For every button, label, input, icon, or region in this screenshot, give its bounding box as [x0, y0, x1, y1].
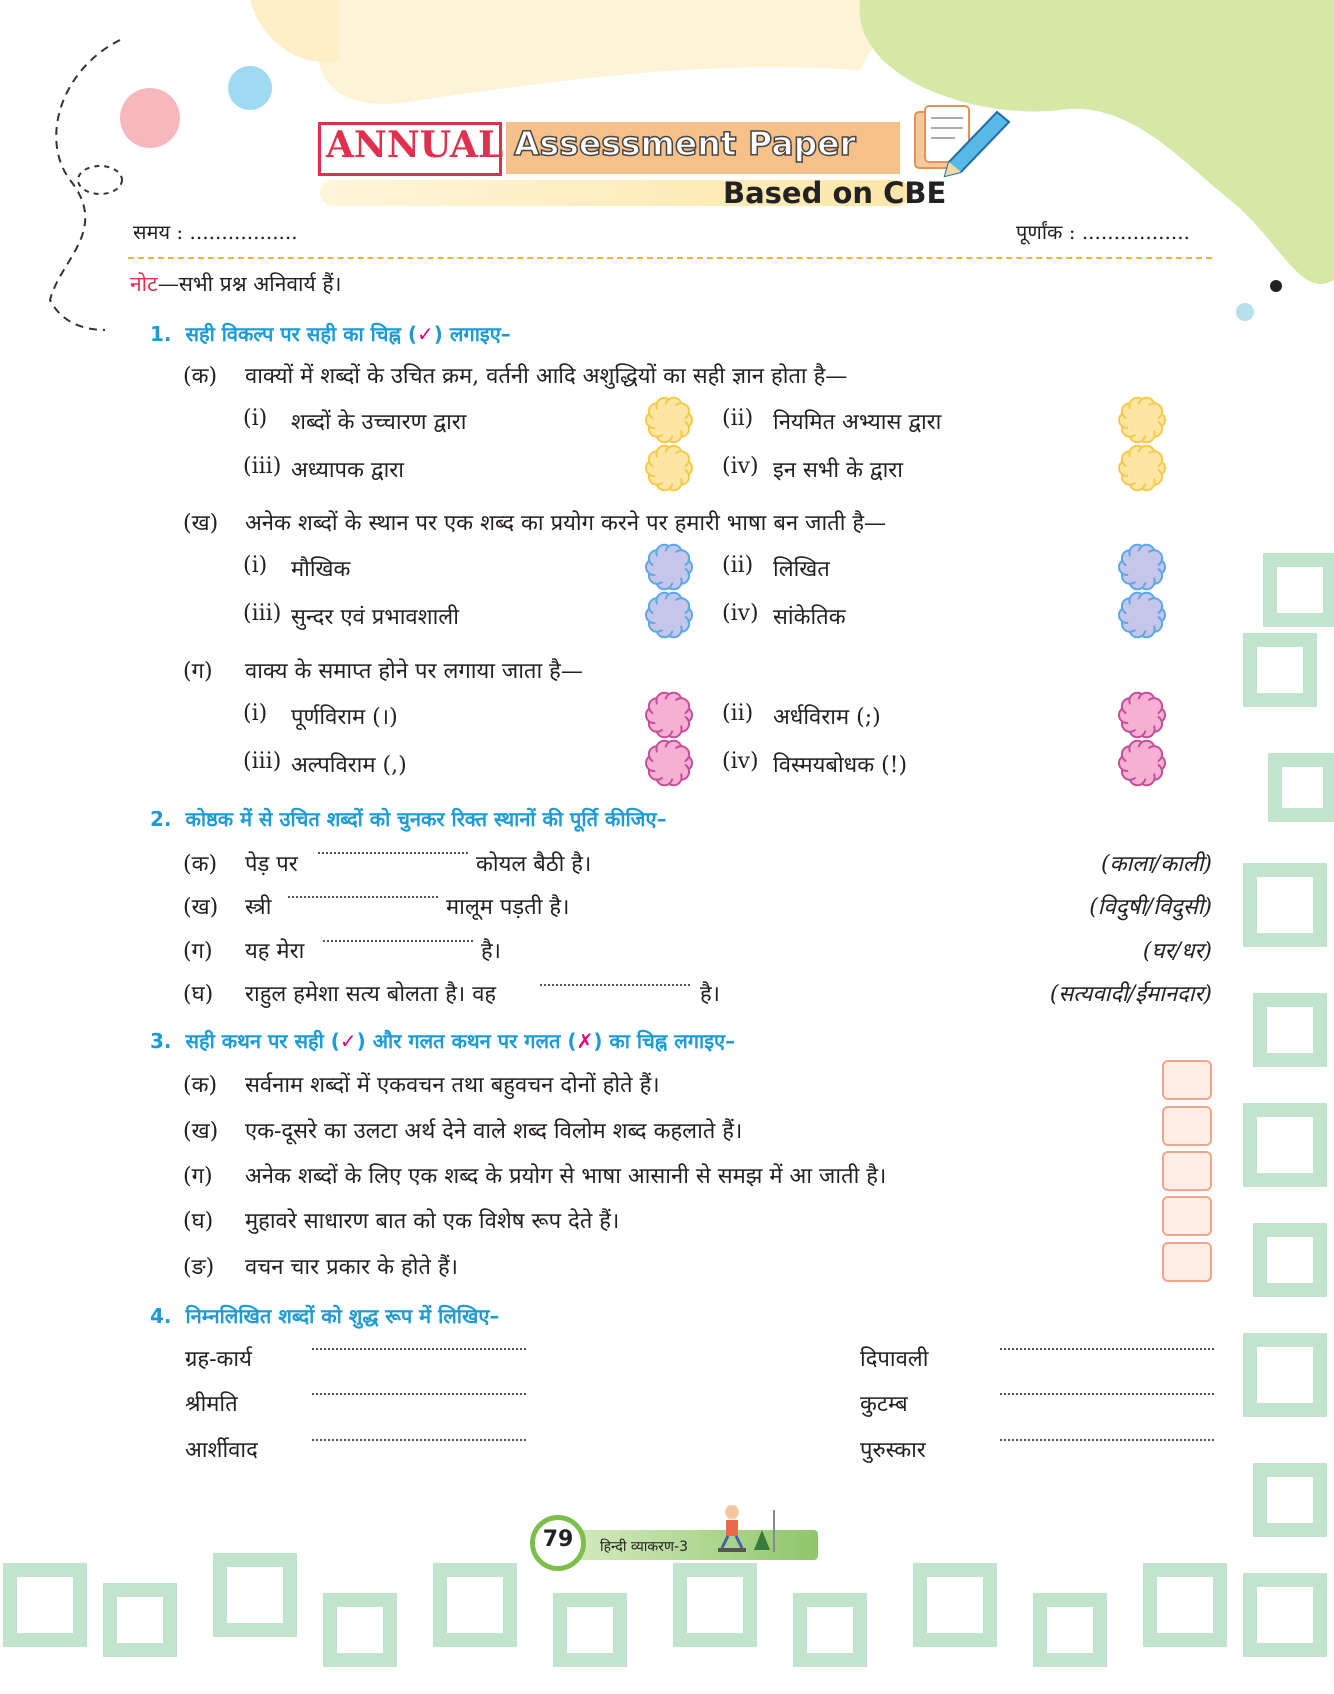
q1-option-number: (iv): [722, 749, 759, 774]
q3-answer-box[interactable]: [1162, 1242, 1212, 1282]
q1-part-label: (ग): [183, 659, 213, 684]
page-number: 79: [542, 1527, 574, 1552]
q2-item-hint: (सत्यवादी/ईमानदार): [1049, 982, 1212, 1007]
q1-option-text: सांकेतिक: [773, 605, 846, 630]
q3-item-label: (ग): [183, 1164, 213, 1189]
q2-item-after: मालूम पड़ती है।: [446, 895, 570, 920]
q1-part-label: (क): [183, 364, 218, 389]
q1-option-number: (i): [243, 406, 268, 431]
q1-part-question: वाक्यों में शब्दों के उचित क्रम, वर्तनी आदि अशुद्धियों का सही ज्ञान होता है—: [245, 364, 848, 389]
book-title: हिन्दी व्याकरण-3: [600, 1539, 688, 1555]
q2-item-after: है।: [700, 982, 721, 1007]
q1-option-badge[interactable]: [645, 739, 693, 787]
subtitle: Based on CBE: [723, 176, 947, 210]
q4-blank-right[interactable]: [1000, 1348, 1214, 1350]
q1-option-badge[interactable]: [1118, 543, 1166, 591]
q2-item-label: (ख): [183, 895, 219, 920]
q1-option-badge[interactable]: [1118, 396, 1166, 444]
q2-item-blank[interactable]: [288, 896, 438, 898]
marks-blank[interactable]: .................: [1081, 220, 1190, 244]
q1-part-question: वाक्य के समाप्त होने पर लगाया जाता है—: [245, 659, 583, 684]
q4-word-right: पुरुस्कार: [860, 1438, 926, 1463]
q3-item-text: वचन चार प्रकार के होते हैं।: [245, 1255, 458, 1280]
header-divider: [128, 257, 1212, 259]
title-banner: [318, 120, 900, 174]
q4-blank-left[interactable]: [312, 1348, 526, 1350]
q3-answer-box[interactable]: [1162, 1196, 1212, 1236]
q3-heading: 3. सही कथन पर सही (✓) और गलत कथन पर गलत (✗) का चिह्न लगाइए–: [150, 1029, 736, 1053]
assessment-title: Assessment Paper: [514, 124, 856, 163]
q1-option-badge[interactable]: [645, 444, 693, 492]
q3-item-text: मुहावरे साधारण बात को एक विशेष रूप देते हैं।: [245, 1209, 620, 1234]
q1-option-number: (i): [243, 701, 268, 726]
q4-blank-left[interactable]: [312, 1439, 526, 1441]
q1-part-label: (ख): [183, 511, 219, 536]
q1-option-number: (iv): [722, 454, 759, 479]
q3-answer-box[interactable]: [1162, 1106, 1212, 1146]
q3-item-label: (घ): [183, 1209, 214, 1234]
q1-option-text: शब्दों के उच्चारण द्वारा: [291, 410, 467, 435]
q3-item-label: (ङ): [183, 1255, 215, 1280]
q1-option-text: मौखिक: [291, 557, 351, 582]
q3-item-label: (क): [183, 1073, 218, 1098]
q4-word-left: आर्शीवाद: [185, 1438, 258, 1463]
q3-item-text: अनेक शब्दों के लिए एक शब्द के प्रयोग से भाषा आसानी से समझ में आ जाती है।: [245, 1164, 887, 1189]
q2-item-label: (क): [183, 852, 218, 877]
time-label: समय : .................: [133, 220, 298, 244]
q1-option-text: पूर्णविराम (।): [291, 705, 398, 730]
time-blank[interactable]: .................: [189, 220, 298, 244]
tick-icon: ✓: [339, 1029, 357, 1053]
q2-item-before: पेड़ पर: [245, 852, 298, 877]
note: [130, 270, 341, 298]
q3-answer-box[interactable]: [1162, 1060, 1212, 1100]
q2-item-hint: (विदुषी/विदुसी): [1089, 895, 1212, 920]
q1-option-text: लिखित: [773, 557, 830, 582]
q3-item-label: (ख): [183, 1119, 219, 1144]
q2-item-hint: (काला/काली): [1101, 852, 1212, 877]
q2-heading: 2. कोष्ठक में से उचित शब्दों को चुनकर रिक्त स्थानों की पूर्ति कीजिए–: [150, 807, 667, 831]
q4-blank-right[interactable]: [1000, 1393, 1214, 1395]
q2-item-before: स्त्री: [245, 895, 272, 920]
q1-option-text: नियमित अभ्यास द्वारा: [773, 410, 942, 435]
q4-word-right: दिपावली: [860, 1347, 929, 1372]
q1-option-number: (iii): [243, 454, 282, 479]
q2-item-before: यह मेरा: [245, 939, 305, 964]
q1-option-number: (iv): [722, 601, 759, 626]
q1-option-badge[interactable]: [645, 591, 693, 639]
q4-heading: 4. निम्नलिखित शब्दों को शुद्ध रूप में लिखिए–: [150, 1304, 500, 1328]
q1-option-number: (i): [243, 553, 268, 578]
q1-option-badge[interactable]: [1118, 691, 1166, 739]
q3-answer-box[interactable]: [1162, 1151, 1212, 1191]
q1-option-text: सुन्दर एवं प्रभावशाली: [291, 605, 459, 630]
q4-blank-right[interactable]: [1000, 1439, 1214, 1441]
q4-word-right: कुटम्ब: [860, 1392, 908, 1417]
q2-item-hint: (घर/धर): [1142, 939, 1212, 964]
q1-option-text: अल्पविराम (,): [291, 753, 407, 778]
q2-item-blank[interactable]: [318, 852, 468, 854]
paper-pencil-icon: [905, 100, 1015, 180]
annual-text: ANNUAL: [326, 124, 504, 166]
q1-option-text: अर्धविराम (;): [773, 705, 881, 730]
q1-option-text: अध्यापक द्वारा: [291, 458, 404, 483]
q1-option-number: (ii): [722, 406, 754, 431]
q1-option-number: (iii): [243, 601, 282, 626]
tick-icon: ✓: [417, 322, 434, 346]
q1-option-number: (ii): [722, 701, 754, 726]
q1-option-badge[interactable]: [645, 543, 693, 591]
q2-item-label: (घ): [183, 982, 214, 1007]
note-text: —सभी प्रश्न अनिवार्य हैं।: [157, 272, 342, 296]
q1-option-badge[interactable]: [1118, 739, 1166, 787]
q4-word-left: ग्रह-कार्य: [185, 1347, 252, 1372]
q4-blank-left[interactable]: [312, 1393, 526, 1395]
q1-option-text: विस्मयबोधक (!): [773, 753, 908, 778]
q1-option-badge[interactable]: [645, 396, 693, 444]
q3-item-text: एक-दूसरे का उलटा अर्थ देने वाले शब्द विलोम शब्द कहलाते हैं।: [245, 1119, 743, 1144]
q1-option-number: (ii): [722, 553, 754, 578]
q3-item-text: सर्वनाम शब्दों में एकवचन तथा बहुवचन दोनों होते हैं।: [245, 1073, 660, 1098]
cross-icon: ✗: [576, 1029, 594, 1053]
q1-option-badge[interactable]: [1118, 444, 1166, 492]
q2-item-after: है।: [481, 939, 502, 964]
q2-item-label: (ग): [183, 939, 213, 964]
q1-option-badge[interactable]: [1118, 591, 1166, 639]
q2-item-blank[interactable]: [323, 940, 473, 942]
q1-option-number: (iii): [243, 749, 282, 774]
q1-option-badge[interactable]: [645, 691, 693, 739]
q2-item-before: राहुल हमेशा सत्य बोलता है। वह: [245, 982, 497, 1007]
skater-illustration-icon: [710, 1500, 780, 1558]
note-label: नोट: [130, 272, 158, 296]
q2-item-blank[interactable]: [540, 984, 690, 986]
q4-word-left: श्रीमति: [185, 1392, 238, 1417]
q1-part-question: अनेक शब्दों के स्थान पर एक शब्द का प्रयोग करने पर हमारी भाषा बन जाती है—: [245, 511, 887, 536]
q1-heading: 1. सही विकल्प पर सही का चिह्न (✓) लगाइए–: [150, 322, 511, 346]
q2-item-after: कोयल बैठी है।: [476, 852, 592, 877]
q1-option-text: इन सभी के द्वारा: [773, 458, 903, 483]
marks-label: पूर्णांक : .................: [1016, 220, 1190, 244]
